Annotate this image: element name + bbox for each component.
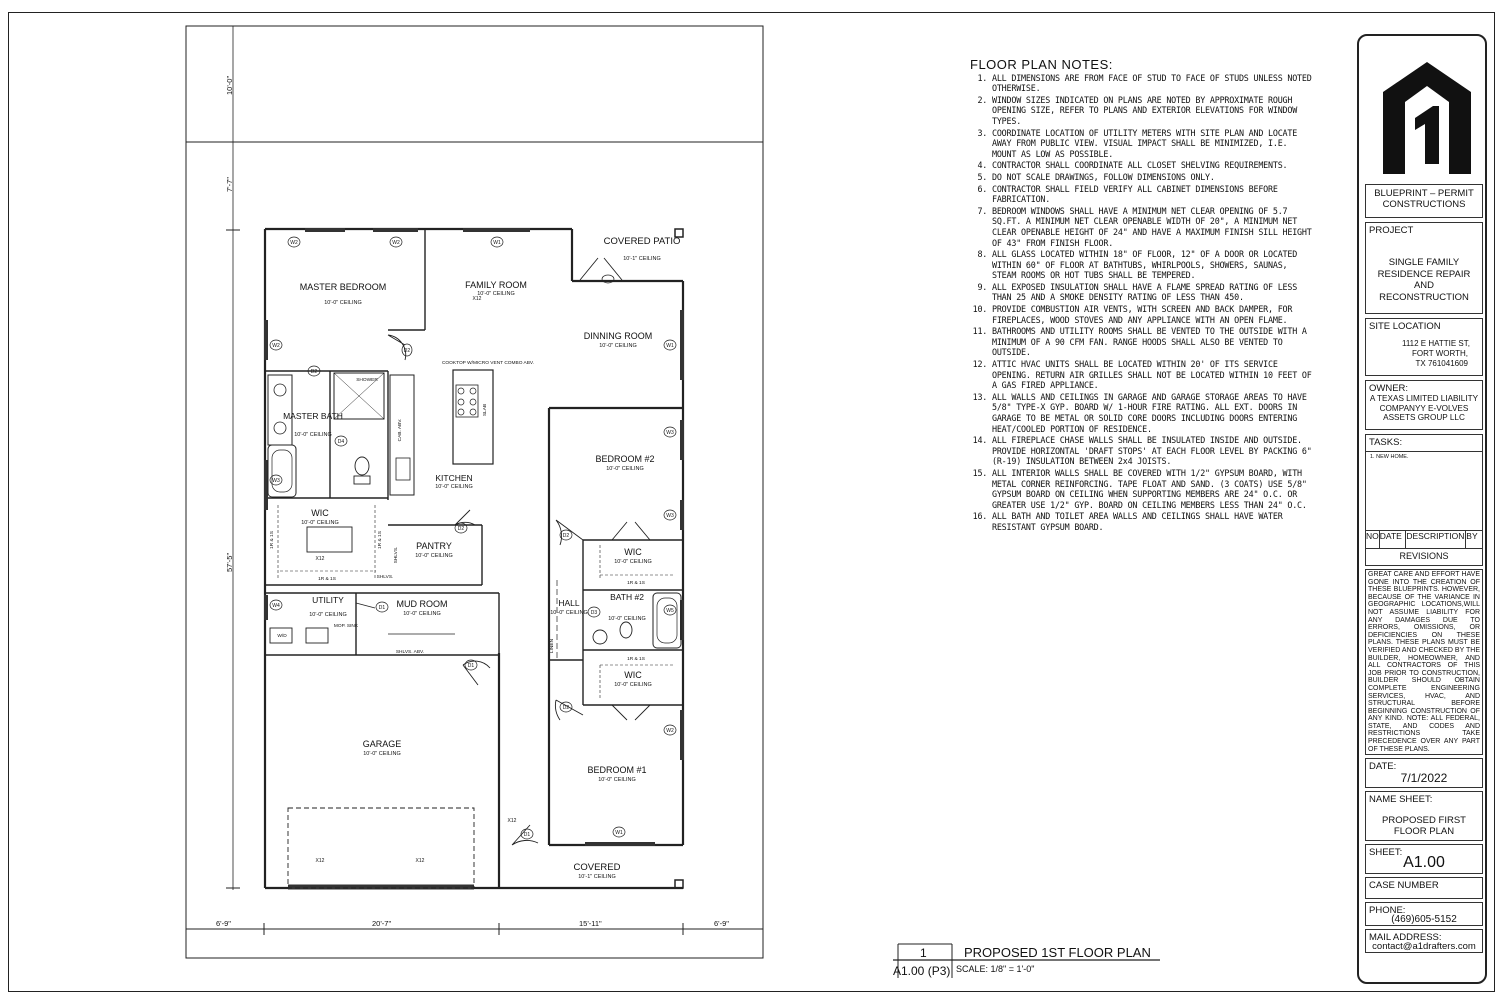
svg-text:10'-0" CEILING: 10'-0" CEILING	[614, 682, 652, 688]
label-shower: SHOWER	[356, 378, 378, 383]
note-item: 4. CONTRACTOR SHALL COORDINATE ALL CLOSET SHELVING REQUIREMENTS.	[992, 160, 1315, 171]
svg-text:W2: W2	[666, 728, 674, 734]
note-item: 14. ALL FIREPLACE CHASE WALLS SHALL BE INSULATED INSIDE AND OUTSIDE. PROVIDE HORIZONTAL 'DRAFT STOPS' AT EACH FLOOR LEVEL BY PACKING 6" (R-19) INSULATION BETWEEN 2x4 JOISTS.	[992, 435, 1315, 467]
svg-text:10'-0" CEILING: 10'-0" CEILING	[309, 612, 347, 618]
room-utility: UTILITY	[312, 595, 344, 605]
note-item: 16. ALL BATH AND TOILET AREA WALLS AND CEILINGS SHALL HAVE WATER RESISTANT GYPSUM BOARD.	[992, 511, 1315, 532]
svg-text:10'-1" CEILING: 10'-1" CEILING	[623, 256, 661, 262]
dim-bottom-4: 6'-9"	[714, 919, 729, 928]
svg-text:D2: D2	[562, 705, 570, 711]
case-number-cell	[1365, 877, 1483, 899]
svg-text:10'-0" CEILING: 10'-0" CEILING	[324, 300, 362, 306]
label-wd: W/D	[277, 634, 287, 639]
dim-top-rear: 10'-0"	[225, 75, 234, 95]
svg-text:10'-0" CEILING: 10'-0" CEILING	[301, 520, 339, 526]
rev-by-header: BY	[1466, 531, 1478, 541]
room-wic-2: WIC	[624, 547, 642, 557]
room-dinning-room: DINNING ROOM	[583, 331, 653, 341]
phone-value: (469)605-5152	[1391, 914, 1457, 925]
room-covered-front: COVERED	[573, 862, 621, 873]
date-value: 7/1/2022	[1400, 771, 1448, 785]
svg-text:10'-0" CEILING: 10'-0" CEILING	[614, 559, 652, 565]
drawing-title: PROPOSED 1ST FLOOR PLAN	[964, 945, 1151, 960]
svg-text:10'-0" CEILING: 10'-0" CEILING	[403, 611, 441, 617]
svg-text:D2: D2	[562, 533, 570, 539]
project-name: SINGLE FAMILY RESIDENCE REPAIR AND RECONSTRUCTION	[1377, 257, 1471, 303]
rev-no-header: NO	[1366, 531, 1380, 548]
svg-text:10'-0" CEILING: 10'-0" CEILING	[606, 466, 644, 472]
svg-text:W1: W1	[666, 343, 674, 349]
mail-label: MAIL ADDRESS:	[1369, 932, 1442, 943]
revisions-header	[1366, 531, 1482, 549]
note-item: 2. WINDOW SIZES INDICATED ON PLANS ARE NOTED BY APPROXIMATE ROUGH OPENING SIZE, REFER TO PLANS AND EXTERIOR ELEVATIONS FOR WINDOW TYPES.	[992, 95, 1315, 127]
note-item: 6. CONTRACTOR SHALL FIELD VERIFY ALL CABINET DIMENSIONS BEFORE FABRICATION.	[992, 184, 1315, 205]
svg-text:W3: W3	[272, 478, 280, 484]
mail-value: contact@a1drafters.com	[1372, 941, 1476, 952]
site-location-label: SITE LOCATION	[1369, 321, 1441, 332]
task-item: 1. NEW HOME.	[1370, 454, 1409, 460]
note-item: 7. BEDROOM WINDOWS SHALL HAVE A MINIMUM NET CLEAR OPENING OF 5.7 SQ.FT. A MINIMUM NET CLEAR OPENABLE WIDTH OF 20", A MINIMUM NET CLEAR OPENABLE HEIGHT OF 24" AND HAVE A MAXIMUM FINISH SILL HEIGHT OF 43" FROM FINISH FLOOR.	[992, 206, 1315, 248]
note-item: 1. ALL DIMENSIONS ARE FROM FACE OF STUD TO FACE OF STUDS UNLESS NOTED OTHERWISE.	[992, 73, 1315, 94]
date-cell	[1365, 758, 1483, 788]
name-sheet-cell	[1365, 791, 1483, 841]
svg-text:W4: W4	[272, 603, 280, 609]
phone-cell	[1365, 902, 1483, 926]
notes-title: FLOOR PLAN NOTES:	[970, 57, 1113, 72]
sheet-number: A1.00	[1403, 854, 1445, 871]
revisions-cell	[1365, 530, 1483, 566]
label-rod-shelf-2: 1R & 1S	[627, 581, 645, 586]
room-pantry: PANTRY	[416, 541, 452, 551]
phone-label: PHONE:	[1369, 905, 1406, 916]
svg-text:D1: D1	[523, 832, 531, 838]
tasks-label: TASKS:	[1369, 437, 1403, 448]
name-sheet-value: PROPOSED FIRST FLOOR PLAN	[1382, 815, 1466, 837]
room-family-room: FAMILY ROOM	[465, 280, 527, 290]
svg-text:W2: W2	[272, 343, 280, 349]
floor-plan-notes	[970, 57, 1315, 534]
rev-desc-header: DESCRIPTION	[1406, 531, 1466, 548]
label-rod-shelf-1: 1R & 1S	[318, 577, 336, 582]
note-item: 5. DO NOT SCALE DRAWINGS, FOLLOW DIMENSIONS ONLY.	[992, 172, 1315, 183]
svg-text:D3: D3	[590, 610, 598, 616]
dim-bottom-1: 6'-9"	[216, 919, 231, 928]
title-block	[1357, 34, 1487, 984]
svg-text:D2: D2	[403, 348, 411, 354]
owner-cell	[1365, 380, 1483, 430]
label-rod-shelf-4: 1R & 1S	[270, 531, 275, 549]
svg-text:10'-0" CEILING: 10'-0" CEILING	[294, 432, 332, 438]
svg-text:10'-0" CEILING: 10'-0" CEILING	[435, 484, 473, 490]
label-rod-shelf-3: 1R & 1S	[627, 657, 645, 662]
date-label: DATE:	[1369, 761, 1397, 772]
svg-text:10'-0" CEILING: 10'-0" CEILING	[599, 343, 637, 349]
site-address-line-1: 1112 E HATTIE ST,	[1401, 339, 1470, 348]
label-shlvs-abv: SHLVS. ABV.	[395, 650, 425, 655]
label-shlvs-below: SHLVS.	[376, 575, 394, 580]
company-name: BLUEPRINT – PERMIT CONSTRUCTIONS	[1374, 188, 1474, 210]
room-bedroom-1: BEDROOM #1	[587, 765, 647, 775]
svg-text:D2: D2	[457, 526, 465, 532]
room-master-bedroom: MASTER BEDROOM	[299, 282, 387, 292]
note-item: 13. ALL WALLS AND CEILINGS IN GARAGE AND GARAGE STORAGE AREAS TO HAVE 5/8" TYPE-X GYP. BOARD W/ 1-HOUR FIRE RATING. ALL EXT. DOORS IN GARAGE TO BE METAL OR SOLID CORE DOORS INCLUDING DOORS ENTERING HEAT/COOLED PORTION OF RESIDENCE.	[992, 392, 1315, 434]
room-mud-room: MUD ROOM	[396, 599, 448, 609]
room-wic-3: WIC	[624, 670, 642, 680]
disclaimer-text: GREAT CARE AND EFFORT HAVE GONE INTO THE CREATION OF THESE BLUEPRINTS. HOWEVER, BECAUSE OF THE VARIANCE IN GEOGRAPHIC LOCATIONS,WILL NOT ASSUME LIABILITY FOR ANY DAMAGES DUE TO ERRORS, OMISSIONS, OR DEFICIENCIES ON THESE PLANS. THESE PLANS MUST BE VERIFIED AND CHECKED BY THE BUILDER, HOMEOWNER, AND ALL CONTRACTORS OF THIS JOB PRIOR TO CONSTRUCTION, BUILDER SHOULD OBTAIN COMPLETE ENGINEERING SERVICES, HVAC, AND STRUCTURAL BEFORE BEGINNING CONSTRUCTION OF ANY KIND. NOTE: ALL FEDERAL, STATE, AND CODES AND RESTRICTIONS TAKE PRECEDENCE OVER ANY PART OF THESE PLANS.	[1368, 571, 1480, 753]
svg-text:W5: W5	[666, 608, 674, 614]
svg-text:X12: X12	[315, 858, 325, 864]
label-cooktop: COOKTOP W/MICRO VENT COMBO ABV.	[441, 361, 535, 366]
mail-cell	[1365, 929, 1483, 953]
room-hall: HALL	[558, 598, 580, 608]
label-linen: LINEN	[550, 638, 555, 654]
svg-text:W1: W1	[615, 830, 623, 836]
label-shlvs: SHLVS.	[394, 546, 399, 564]
svg-text:10'-0" CEILING: 10'-0" CEILING	[598, 777, 636, 783]
dim-overall-depth: 57'-5"	[225, 552, 234, 572]
room-wic-master: WIC	[311, 508, 329, 518]
note-item: 12. ATTIC HVAC UNITS SHALL BE LOCATED WITHIN 20' OF ITS SERVICE OPENING. RETURN AIR GRILLES SHALL NOT BE LOCATED WITHIN 10 FEET OF A GAS FIRED APPLIANCE.	[992, 359, 1315, 391]
tag-window: W2	[290, 240, 298, 246]
svg-text:D1: D1	[467, 663, 475, 669]
drawing-scale: SCALE: 1/8" = 1'-0"	[956, 964, 1035, 974]
svg-text:W2: W2	[392, 240, 400, 246]
svg-text:10'-0" CEILING: 10'-0" CEILING	[477, 291, 515, 297]
sheet-label: SHEET:	[1369, 847, 1403, 858]
owner-name: A TEXAS LIMITED LIABILITY COMPANYY E-VOLVES ASSETS GROUP LLC	[1369, 394, 1479, 422]
site-boundary	[186, 26, 763, 958]
tag-door: D2	[310, 369, 318, 375]
label-slab: SLAB	[483, 403, 488, 417]
note-item: 11. BATHROOMS AND UTILITY ROOMS SHALL BE VENTED TO THE OUTSIDE WITH A MINIMUM OF A 90 CFM FAN. RANGE HOODS SHALL ALSO BE VENTED TO OUTSIDE.	[992, 326, 1315, 358]
svg-text:10'-0" CEILING: 10'-0" CEILING	[550, 610, 588, 616]
company-logo-icon	[1379, 58, 1475, 178]
note-item: 10. PROVIDE COMBUSTION AIR VENTS, WITH SCREEN AND BACK DAMPER, FOR FIREPLACES, WOOD STOVES AND ANY APPLIANCE WITH AN OPEN FLAME.	[992, 304, 1315, 325]
drawing-sheet-ref: A1.00 (P3)	[893, 964, 951, 978]
room-master-bath: MASTER BATH	[283, 411, 343, 421]
room-covered-patio: COVERED PATIO	[603, 236, 681, 247]
note-item: 8. ALL GLASS LOCATED WITHIN 18" OF FLOOR, 12" OF A DOOR OR LOCATED WITHIN 60" OF FLOOR AT BATHTUBS, WHIRLPOOLS, SHOWERS, SAUNAS, STEAM ROOMS OR HOT TUBS SHALL BE TEMPERED.	[992, 249, 1315, 281]
dim-top-side: 7'-7"	[225, 177, 234, 192]
svg-text:D4: D4	[337, 439, 345, 445]
tasks-cell	[1365, 434, 1483, 530]
svg-text:W1: W1	[493, 240, 501, 246]
site-address-line-2: FORT WORTH,	[1412, 349, 1468, 358]
rev-date-header: DATE	[1380, 531, 1407, 548]
owner-label: OWNER:	[1369, 383, 1409, 394]
svg-text:X12: X12	[415, 858, 425, 864]
dim-bottom-3: 15'-11"	[579, 919, 602, 928]
note-item: 3. COORDINATE LOCATION OF UTILITY METERS WITH SITE PLAN AND LOCATE AWAY FROM PUBLIC VIEW. VISUAL IMPACT SHALL BE MINIMIZED, I.E. MOUNT AS LOW AS POSSIBLE.	[992, 128, 1315, 160]
drawing-number: 1	[920, 946, 927, 960]
label-rod-shelf-5: 1R & 1S	[378, 531, 383, 549]
site-location-cell	[1365, 318, 1483, 376]
svg-text:10'-0" CEILING: 10'-0" CEILING	[363, 751, 401, 757]
svg-text:W3: W3	[666, 513, 674, 519]
case-number-label: CASE NUMBER	[1369, 880, 1439, 891]
svg-text:D1: D1	[378, 605, 386, 611]
label-mop-sink: MOP. SINK	[333, 624, 359, 629]
disclaimer-cell	[1365, 569, 1483, 755]
room-bath-2: BATH #2	[610, 592, 644, 602]
project-cell	[1365, 222, 1483, 314]
svg-text:X12: X12	[315, 556, 325, 562]
project-label: PROJECT	[1369, 225, 1414, 236]
svg-text:X12: X12	[507, 818, 517, 824]
site-address-line-3: TX 761041609	[1415, 359, 1468, 368]
room-garage: GARAGE	[362, 739, 402, 749]
room-bedroom-2: BEDROOM #2	[595, 454, 655, 464]
revisions-title: REVISIONS	[1399, 551, 1449, 561]
svg-text:10'-0" CEILING: 10'-0" CEILING	[415, 553, 453, 559]
svg-text:W3: W3	[666, 430, 674, 436]
note-item: 15. ALL INTERIOR WALLS SHALL BE COVERED WITH 1/2" GYPSUM BOARD, WITH METAL CORNER REINFORCING. TAPE FLOAT AND SAND. (3 COATS) USE 5/8" GYPSUM BOARD ON CEILING WHEN SUPPORTING MEMBERS ARE 24" O.C. OR GREATER USE 1/2" GYP. BOARD ON CEILING MEMBERS LESS THAN 24" O.C.	[992, 468, 1315, 510]
name-sheet-label: NAME SHEET:	[1369, 794, 1433, 805]
note-item: 9. ALL EXPOSED INSULATION SHALL HAVE A FLAME SPREAD RATING OF LESS THAN 25 AND A SMOKE DENSITY RATING OF LESS THAN 450.	[992, 282, 1315, 303]
sheet-number-cell	[1365, 844, 1483, 874]
room-kitchen: KITCHEN	[435, 473, 473, 483]
svg-text:10'-0" CEILING: 10'-0" CEILING	[608, 616, 646, 622]
svg-text:10'-1" CEILING: 10'-1" CEILING	[578, 874, 616, 880]
dim-bottom-2: 20'-7"	[372, 919, 392, 928]
label-cab-abv: CAB. ABV.	[398, 418, 403, 442]
svg-text:X12: X12	[472, 296, 482, 302]
company-cell	[1365, 184, 1483, 218]
